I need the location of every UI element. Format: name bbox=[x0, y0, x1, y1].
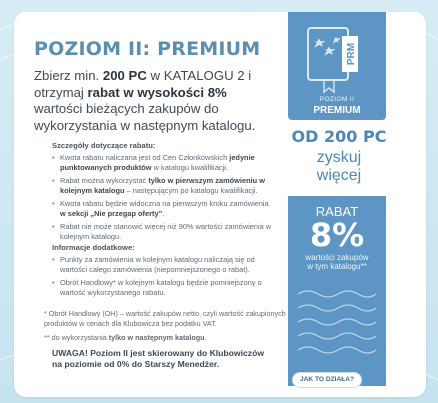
discount-description: wartości zakupów w tym katalogu** bbox=[305, 253, 369, 271]
award-ribbon-icon bbox=[302, 24, 372, 94]
discount-details bbox=[52, 141, 274, 245]
badge-ribbon-text: PRM bbox=[346, 42, 357, 66]
list-item: • Obrót Handlowy* w kolejnym katalogu będzie pomniejszony o wartość wykorzystanego rabatu. bbox=[52, 278, 274, 298]
footnote-next-catalog: ** do wykorzystania tylko w następnym katalogu. bbox=[44, 333, 207, 342]
list-item: • Kwota rabatu naliczana jest od Cen Członkowskich jedynie punktowanych produktów w katalogu kwalifikacji. bbox=[52, 153, 274, 173]
discount-details-heading: Szczegóły dotyczące rabatu: bbox=[52, 141, 156, 150]
badge-level-name: PREMIUM bbox=[313, 105, 361, 116]
gain-more-label: zyskuj więcej bbox=[316, 149, 362, 184]
list-item: • Rabat można wykorzystać tylko w pierwszym zamówieniu w kolejnym katalogu – następującym po katalogu kwalifikacji. bbox=[52, 176, 274, 196]
warning-note: UWAGA! Poziom II jest skierowany do Klubowiczów na poziomie od 0% do Starszy Menedżer. bbox=[52, 348, 265, 369]
page-title: POZIOM II: PREMIUM bbox=[34, 38, 261, 60]
discount-value: 8% bbox=[309, 216, 365, 254]
additional-info-heading: Informacje dodatkowe: bbox=[52, 243, 135, 252]
list-item: • Punkty za zamówienia w kolejnym katalogu naliczają się od wartości całego zamówienia (niepomniejszonego o rabat). bbox=[52, 255, 274, 275]
premium-badge bbox=[288, 12, 386, 120]
threshold-label: OD 200 PC bbox=[291, 127, 387, 146]
waves-decoration bbox=[296, 284, 378, 364]
how-it-works-button[interactable]: JAK TO DZIAŁA? bbox=[292, 372, 362, 388]
discount-label: RABAT bbox=[315, 204, 359, 219]
discount-ribbon bbox=[288, 196, 386, 386]
additional-info bbox=[52, 243, 274, 301]
list-item: • Kwota rabatu będzie widoczna na pierwszym kroku zamówienia w sekcji „Nie przegap oferty”. bbox=[52, 199, 274, 219]
footnote-oh: * Obrót Handlowy (OH) – wartość zakupów netto, czyli wartość zakupionych produktów w cenach dla Klubowicza bez podatku VAT. bbox=[44, 309, 286, 328]
badge-level: POZIOM II bbox=[319, 96, 355, 103]
intro-text: Zbierz min. 200 PC w KATALOGU 2 i otrzymaj rabat w wysokości 8% wartości bieżących zakupów do wykorzystania w następnym katalogu. bbox=[34, 68, 256, 133]
list-item: • Rabat nie może stanowić więcej niż 90% wartości zamówienia w kolejnym katalogu. bbox=[52, 222, 274, 242]
